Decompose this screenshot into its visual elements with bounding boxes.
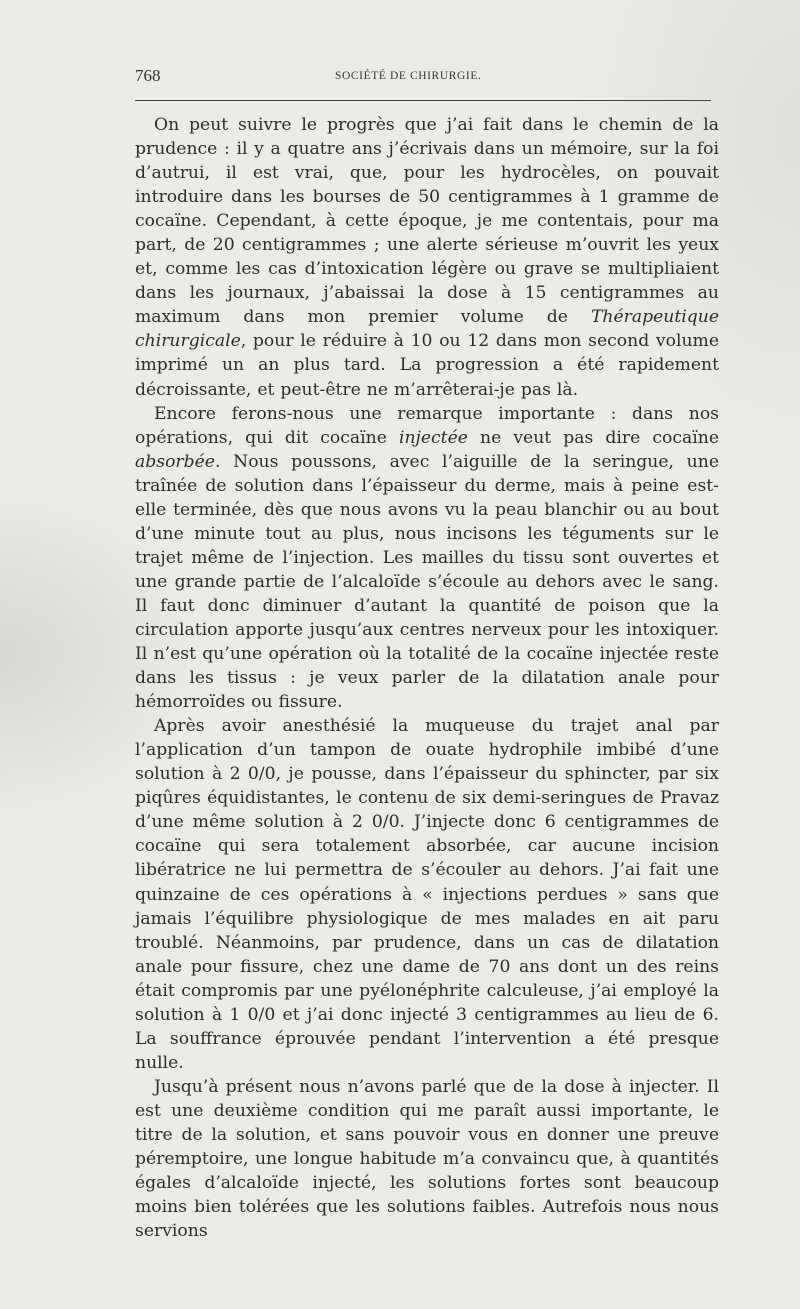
- text-run: , pour le réduire à 10 ou 12 dans mon second volume imprimé un an plus tard. La progression a été rapidement décroissante, et peut-être ne m’arrêterai-je pas là.: [135, 331, 719, 400]
- text-run: Après avoir anesthésié la muqueuse du trajet anal par l’application d’un tampon de ouate hydrophile imbibé d’une solution à 2 0/0, je pousse, dans l’épaisseur du sphincter, par six piqûres équidistantes, le contenu de six demi-seringues de Pravaz d’une même solution à 2 0/0. J’injecte donc 6 centigrammes de cocaïne qui sera totalement absorbée, car aucune incision libératrice ne lui permettra de s’écouler au dehors. J’ai fait une quinzaine de ces opérations à « injections perdues » sans que jamais l’équilibre physiologique de mes malades en ait paru troublé. Néanmoins, par prudence, dans un cas de dilatation anale pour fissure, chez une dame de 70 ans dont un des reins était compromis par une pyélonéphrite calculeuse, j’ai employé la solution à 1 0/0 et j’ai donc injecté 3 centigrammes au lieu de 6. La souffrance éprouvée pendant l’intervention a été presque nulle.: [135, 716, 719, 1073]
- italic-text-run: injectée: [398, 427, 468, 448]
- text-run: On peut suivre le progrès que j’ai fait dans le chemin de la prudence : il y a quatre ans j’écrivais dans un mémoire, sur la foi d’autrui, il est vrai, que, pour les hydrocèles, on pouvait introduire dans les bourses de 50 centigrammes à 1 gramme de cocaïne. Cependant, à cette époque, je me contentais, pour ma part, de 20 centigrammes ; une alerte sérieuse m’ouvrit les yeux et, comme les cas d’intoxication légère ou grave se multipliaient dans les journaux, j’abaissai la dose à 15 centigrammes au maximum dans mon premier volume de: [135, 115, 719, 328]
- paragraph: [135, 1075, 719, 1243]
- body-text: [135, 113, 719, 1243]
- running-head: SOCIÉTÉ DE CHIRURGIE.: [335, 70, 482, 82]
- paragraph: [135, 714, 719, 1075]
- paragraph: [135, 402, 719, 715]
- italic-text-run: absorbée.: [135, 451, 221, 472]
- header-rule: [135, 100, 711, 101]
- text-run: Encore ferons-nous une remarque importante : dans nos opérations, qui dit cocaïne: [135, 403, 719, 448]
- italic-text-run: Thérapeutique chirurgicale: [135, 307, 719, 352]
- paragraph: [135, 113, 719, 402]
- text-run: Jusqu’à présent nous n’avons parlé que de la dose à injecter. Il est une deuxième condition qui me paraît aussi importante, le titre de la solution, et sans pouvoir vous en donner une preuve péremptoire, une longue habitude m’a convaincu que, à quantités égales d’alcaloïde injecté, les solutions fortes sont beaucoup moins bien tolérées que les solutions faibles. Autrefois nous nous servions: [135, 1076, 719, 1242]
- text-run: ne veut pas dire cocaïne: [467, 427, 719, 448]
- page-header: [135, 66, 711, 90]
- page-number: 768: [135, 66, 161, 85]
- text-run: Nous poussons, avec l’aiguille de la seringue, une traînée de solution dans l’épaisseur du derme, mais à peine est-elle terminée, dès que nous avons vu la peau blanchir ou au bout d’une minute tout au plus, nous incisons les téguments sur le trajet même de l’injection. Les mailles du tissu sont ouvertes et une grande partie de l’alcaloïde s’écoule au dehors avec le sang. Il faut donc diminuer d’autant la quantité de poison que la circulation apporte jusqu’aux centres nerveux pour les intoxiquer. Il n’est qu’une opération où la totalité de la cocaïne injectée reste dans les tissus : je veux parler de la dilatation anale pour hémorroïdes ou fissure.: [135, 451, 719, 713]
